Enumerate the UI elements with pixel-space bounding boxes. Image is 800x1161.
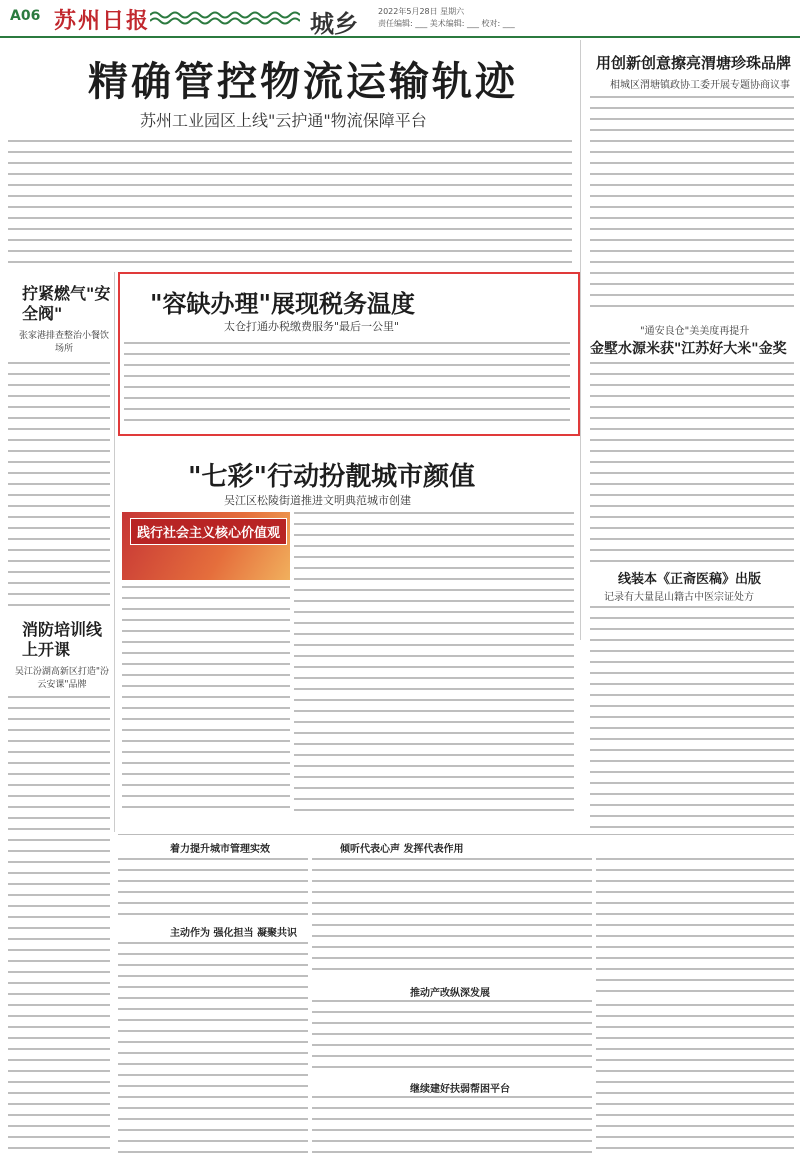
column-rule <box>580 40 581 640</box>
rice-headline: 金墅水源米获"江苏好大米"金奖 <box>590 341 787 357</box>
bottom-body-3 <box>596 858 794 998</box>
rice-body <box>590 362 794 562</box>
tax-subhead: 太仓打通办税缴费服务"最后一公里" <box>224 320 400 333</box>
section-divider <box>118 834 794 835</box>
bottom-body-4 <box>118 942 308 1156</box>
bottom-title-1: 着力提升城市管理实效 <box>170 844 270 855</box>
column-rule <box>114 272 115 832</box>
paper-name: 苏州日报 <box>54 8 151 34</box>
book-headline: 线装本《正斋医稿》出版 <box>618 572 762 587</box>
page-number: A06 <box>10 8 41 24</box>
gas-subhead: 张家港排查整治小餐饮场所 <box>18 331 109 354</box>
bottom-body-6 <box>596 1004 794 1156</box>
city-body-right <box>294 512 574 812</box>
gas-body <box>8 362 110 612</box>
dateline <box>378 6 515 30</box>
bottom-title-3: 主动作为 强化担当 凝聚共识 <box>170 928 297 939</box>
bottom-title-4: 推动产改纵深发展 <box>410 988 490 999</box>
date-text: 2022年5月28日 星期六 <box>378 7 465 16</box>
bottom-title-5: 继续建好扶弱帮困平台 <box>410 1084 510 1095</box>
wave-ornament-icon <box>150 10 300 26</box>
lotus-headline: 用创新创意擦亮渭塘珍珠品牌 <box>596 54 792 72</box>
lead-headline: 精确管控物流运输轨迹 <box>88 58 518 105</box>
tax-body <box>124 342 570 426</box>
lead-body <box>8 140 572 268</box>
editor-text: 责任编辑: ___ 美术编辑: ___ 校对: ___ <box>378 19 515 28</box>
city-body-left <box>122 586 290 812</box>
lotus-body <box>590 96 794 316</box>
bottom-body-1 <box>118 858 308 918</box>
city-headline: "七彩"行动扮靓城市颜值 <box>188 462 476 492</box>
city-subhead: 吴江区松陵街道推进文明典范城市创建 <box>224 494 411 507</box>
bottom-body-2 <box>312 858 592 978</box>
fire-body <box>8 696 110 1156</box>
value-banner-label: 践行社会主义核心价值观 <box>130 518 287 545</box>
rice-kicker: "通安良仓"美美度再提升 <box>640 326 750 337</box>
lead-subhead: 苏州工业园区上线"云护通"物流保障平台 <box>140 111 427 130</box>
gas-headline: 拧紧燃气"安全阀" <box>22 284 111 323</box>
book-body <box>590 606 794 834</box>
bottom-body-7 <box>312 1096 592 1156</box>
fire-subhead: 吴江汾湖高新区打造"汾云安课"品牌 <box>14 667 110 690</box>
bottom-title-2: 倾听代表心声 发挥代表作用 <box>340 844 464 855</box>
tax-headline: "容缺办理"展现税务温度 <box>150 289 416 318</box>
lotus-subhead: 相城区渭塘镇政协工委开展专题协商议事 <box>610 80 790 91</box>
book-subhead: 记录有大量昆山籍古中医宗证处方 <box>604 592 754 603</box>
fire-headline: 消防培训线上开课 <box>22 620 103 659</box>
section-name: 城乡 <box>310 10 358 38</box>
bottom-body-5 <box>312 1000 592 1070</box>
